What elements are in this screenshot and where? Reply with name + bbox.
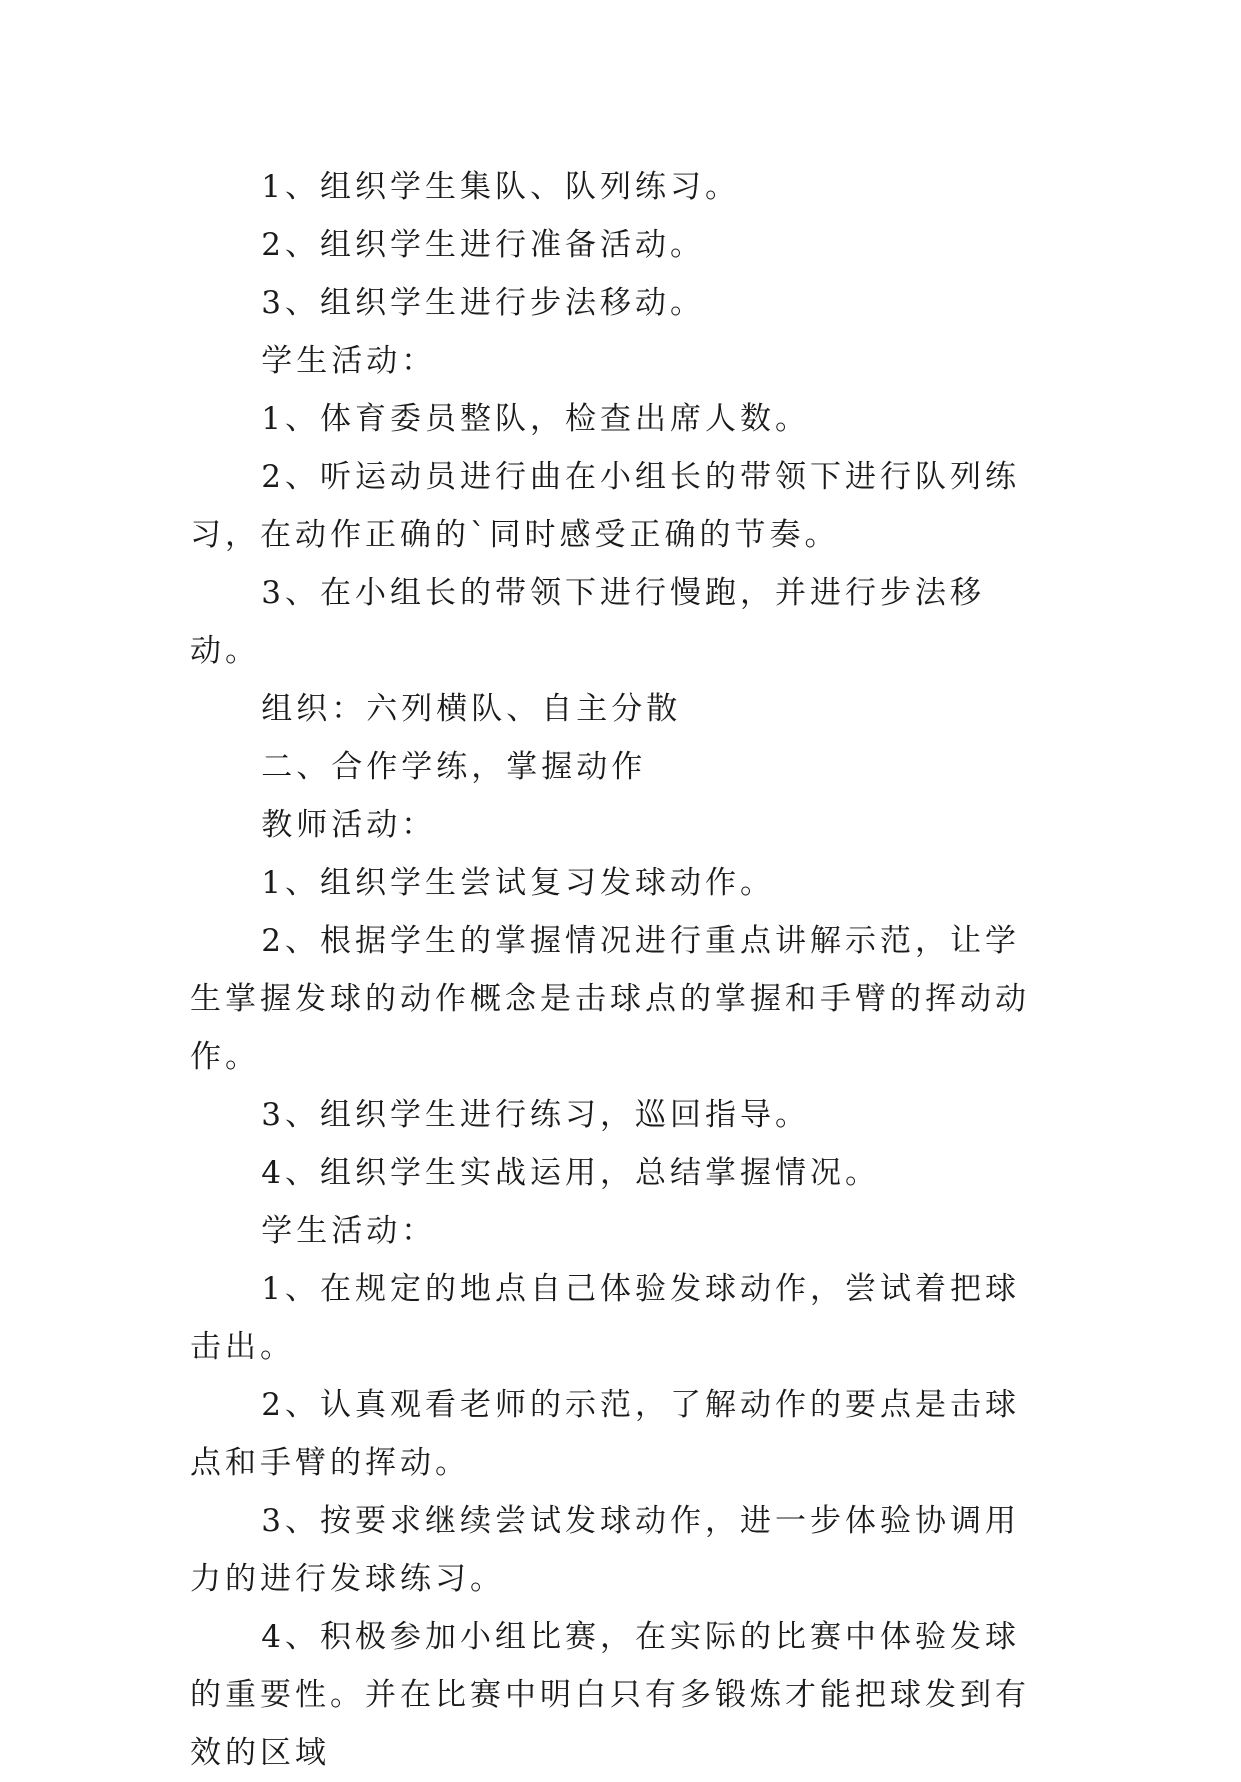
paragraph: 4、组织学生实战运用，总结掌握情况。 bbox=[261, 1155, 881, 1191]
paragraph: 1、体育委员整队，检查出席人数。 bbox=[261, 401, 811, 437]
paragraph: 3、按要求继续尝试发球动作，进一步体验协调用力的进行发球练习。 bbox=[190, 1503, 1021, 1597]
paragraph: 1、组织学生尝试复习发球动作。 bbox=[261, 865, 776, 901]
section-heading: 学生活动： bbox=[261, 343, 437, 379]
paragraph: 3、在小组长的带领下进行慢跑，并进行步法移动。 bbox=[190, 575, 986, 669]
paragraph: 3、组织学生进行步法移动。 bbox=[261, 285, 706, 321]
section-heading: 二、合作学练，掌握动作 bbox=[261, 749, 647, 785]
paragraph: 3、组织学生进行练习，巡回指导。 bbox=[261, 1097, 811, 1133]
paragraph: 1、在规定的地点自己体验发球动作，尝试着把球击出。 bbox=[190, 1271, 1021, 1365]
paragraph: 2、组织学生进行准备活动。 bbox=[261, 227, 706, 263]
paragraph: 2、根据学生的掌握情况进行重点讲解示范，让学生掌握发球的动作概念是击球点的掌握和手臂的挥动动作。 bbox=[190, 923, 1030, 1075]
paragraph: 4、积极参加小组比赛，在实际的比赛中体验发球的重要性。并在比赛中明白只有多锻炼才能把球发到有效的区域 bbox=[190, 1619, 1030, 1771]
section-heading: 教师活动： bbox=[261, 807, 437, 843]
paragraph: 2、认真观看老师的示范，了解动作的要点是击球点和手臂的挥动。 bbox=[190, 1387, 1021, 1481]
paragraph: 1、组织学生集队、队列练习。 bbox=[261, 169, 741, 205]
document-body bbox=[190, 158, 1050, 1782]
paragraph: 2、听运动员进行曲在小组长的带领下进行队列练习，在动作正确的`同时感受正确的节奏。 bbox=[190, 459, 1021, 553]
paragraph: 组织：六列横队、自主分散 bbox=[261, 691, 682, 727]
section-heading: 学生活动： bbox=[261, 1213, 437, 1249]
